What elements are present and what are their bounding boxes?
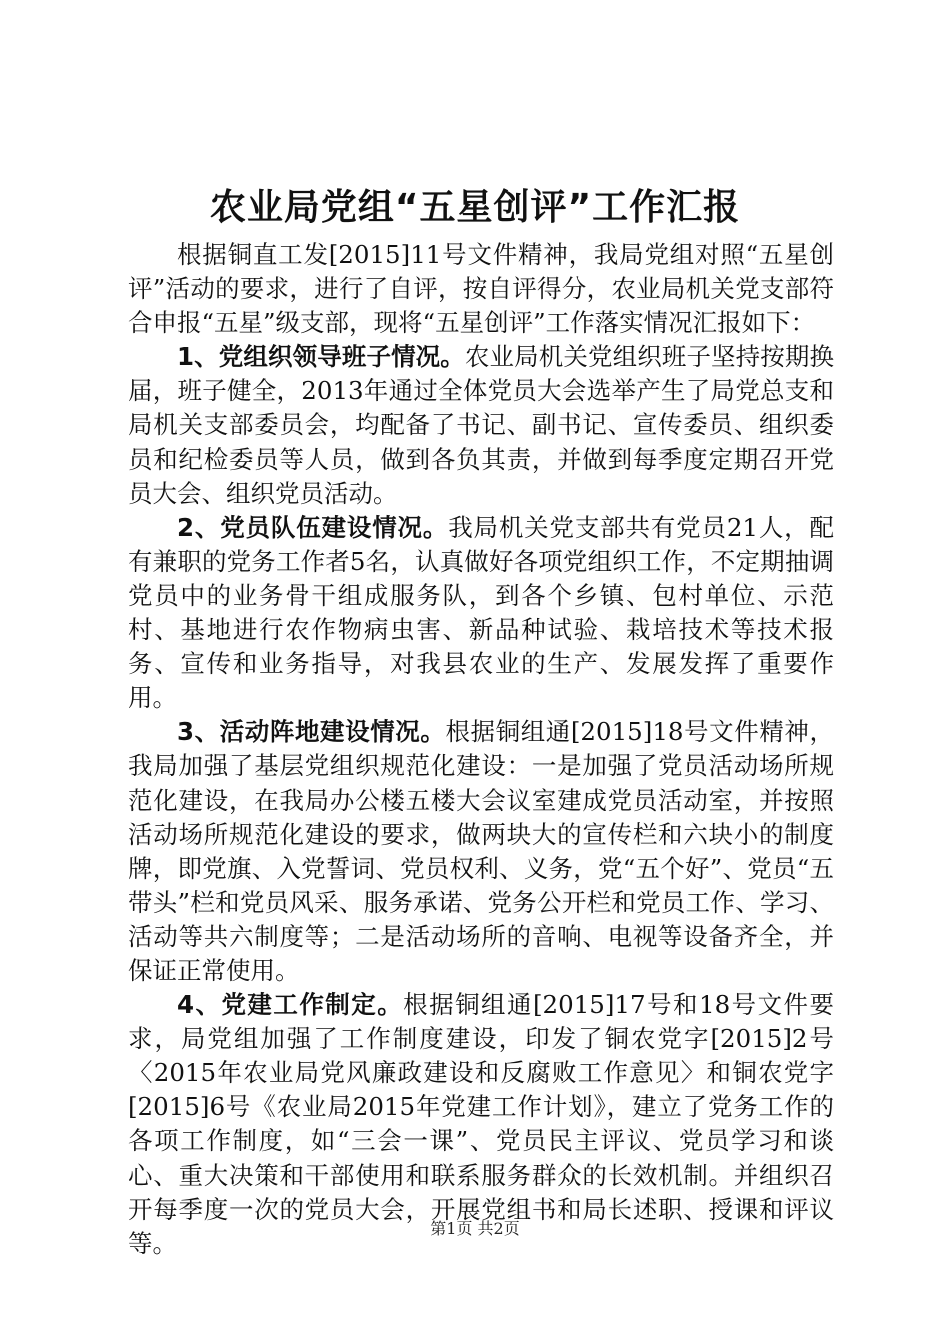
section-text-4: 根据铜组通[2015]17号和18号文件要求，局党组加强了工作制度建设，印发了铜农党字[2015]2号〈2015年农业局党风廉政建设和反腐败工作意见〉和铜农党字[2015]6号《农业局2015年党建工作计划》，建立了党务工作的各项工作制度，如“三会一课”、党员民主评议、党员学习和谈心、重大决策和干部使用和联系服务群众的长效机制。并组织召开每季度一次的党员大会，开展党组书和局长述职、授课和评议等。 <box>128 990 834 1258</box>
section-text-1: 农业局机关党组织班子坚持按期换届，班子健全，2013年通过全体党员大会选举产生了局党总支和局机关支部委员会，均配备了书记、副书记、宣传委员、组织委员和纪检委员等人员，做到各负其责，并做到每季度定期召开党员大会、组织党员活动。 <box>128 342 835 508</box>
section-text-3: 根据铜组通[2015]18号文件精神，我局加强了基层党组织规范化建设：一是加强了党员活动场所规范化建设，在我局办公楼五楼大会议室建成党员活动室，并按照活动场所规范化建设的要求，做两块大的宣传栏和六块小的制度牌，即党旗、入党誓词、党员权利、义务，党“五个好”、党员“五带头”栏和党员风采、服务承诺、党务公开栏和党员工作、学习、活动等共六制度等；二是活动场所的音响、电视等设备齐全，并保证正常使用。 <box>128 717 834 985</box>
section-text-2: 我局机关党支部共有党员21人，配有兼职的党务工作者5名，认真做好各项党组织工作，不定期抽调党员中的业务骨干组成服务队，到各个乡镇、包村单位、示范村、基地进行农作物病虫害、新品种试验、栽培技术等技术报务、宣传和业务指导，对我县农业的生产、发展发挥了重要作用。 <box>128 512 834 713</box>
page-footer: 第1页 共2页 <box>430 1219 520 1238</box>
document-title: 农业局党组“五星创评”工作汇报 <box>209 187 741 228</box>
document-body <box>128 238 834 1261</box>
section-paragraph-1 <box>128 340 834 510</box>
section-heading-3: 3、活动阵地建设情况。 <box>177 717 446 747</box>
section-paragraph-3 <box>128 715 834 988</box>
section-heading-2: 2、党员队伍建设情况。 <box>177 512 449 542</box>
section-heading-4: 4、党建工作制定。 <box>177 990 404 1020</box>
intro-paragraph: 根据铜直工发[2015]11号文件精神，我局党组对照“五星创评”活动的要求，进行了自评，按自评得分，农业局机关党支部符合申报“五星”级支部，现将“五星创评”工作落实情况汇报如下： <box>128 240 834 338</box>
section-heading-1: 1、党组织领导班子情况。 <box>177 342 465 372</box>
section-paragraph-2 <box>128 511 834 716</box>
